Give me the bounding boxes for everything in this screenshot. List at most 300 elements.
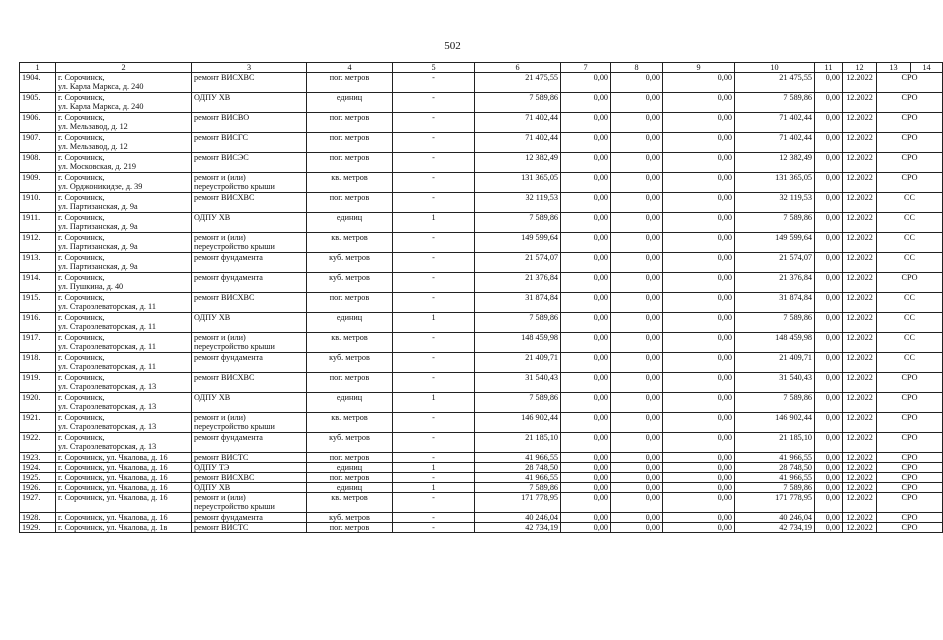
address-cell (56, 113, 192, 133)
value-cell-9: 0,00 (611, 333, 663, 353)
work-type-cell-line: ОДПУ ХВ (194, 93, 231, 102)
cost-cell: 146 902,44 (475, 413, 561, 433)
address-cell (56, 273, 192, 293)
total-cell: 131 365,05 (735, 173, 815, 193)
value-cell-12: 0,00 (815, 133, 843, 153)
unit-cell: пог. метров (307, 523, 393, 533)
table-row (20, 213, 943, 233)
address-cell-line: г. Сорочинск, (58, 293, 105, 302)
cost-cell: 7 589,86 (475, 483, 561, 493)
value-cell-9: 0,00 (611, 293, 663, 313)
quantity-cell: - (393, 153, 475, 173)
address-cell (56, 373, 192, 393)
unit-cell: единиц (307, 213, 393, 233)
quantity-cell: - (393, 513, 475, 523)
period-cell: 12.2022 (843, 193, 877, 213)
table-row (20, 273, 943, 293)
value-cell-10: 0,00 (663, 293, 735, 313)
address-cell-line: ул. Староэлеваторская, д. 13 (58, 382, 157, 391)
address-cell (56, 133, 192, 153)
period-cell: 12.2022 (843, 213, 877, 233)
capital-repair-table (19, 62, 943, 533)
value-cell-9: 0,00 (611, 113, 663, 133)
address-cell (56, 173, 192, 193)
row-number: 1913. (20, 253, 56, 273)
value-cell-9: 0,00 (611, 463, 663, 473)
work-type-cell-line: ремонт ВИСТС (194, 453, 249, 462)
quantity-cell: - (393, 273, 475, 293)
total-cell: 21 376,84 (735, 273, 815, 293)
work-type-cell (192, 493, 307, 513)
work-type-cell (192, 73, 307, 93)
value-cell-12: 0,00 (815, 523, 843, 533)
value-cell-12: 0,00 (815, 173, 843, 193)
row-number: 1925. (20, 473, 56, 483)
period-cell: 12.2022 (843, 373, 877, 393)
work-type-cell-line: ОДПУ ХВ (194, 483, 231, 492)
address-cell-line: ул. Московская, д. 219 (58, 162, 136, 171)
total-cell: 31 540,43 (735, 373, 815, 393)
row-number: 1905. (20, 93, 56, 113)
value-cell-12: 0,00 (815, 113, 843, 133)
value-cell-9: 0,00 (611, 453, 663, 463)
unit-cell: пог. метров (307, 133, 393, 153)
table-row (20, 313, 943, 333)
unit-cell: куб. метров (307, 273, 393, 293)
unit-cell: пог. метров (307, 293, 393, 313)
address-cell-line: г. Сорочинск, (58, 153, 105, 162)
value-cell-12: 0,00 (815, 353, 843, 373)
address-cell-line: ул. Староэлеваторская, д. 11 (58, 342, 156, 351)
period-cell: 12.2022 (843, 463, 877, 473)
row-number: 1921. (20, 413, 56, 433)
value-cell-8: 0,00 (561, 473, 611, 483)
work-type-cell (192, 153, 307, 173)
address-cell (56, 233, 192, 253)
work-type-cell (192, 433, 307, 453)
quantity-cell: 1 (393, 393, 475, 413)
value-cell-9: 0,00 (611, 213, 663, 233)
cost-cell: 71 402,44 (475, 133, 561, 153)
work-type-cell-line: ремонт ВИСГС (194, 133, 248, 142)
address-cell (56, 463, 192, 473)
unit-cell: пог. метров (307, 373, 393, 393)
value-cell-12: 0,00 (815, 393, 843, 413)
address-cell-line: г. Сорочинск, (58, 333, 105, 342)
period-cell: 12.2022 (843, 523, 877, 533)
work-type-cell-line: переустройство крыши (194, 342, 275, 351)
value-cell-12: 0,00 (815, 413, 843, 433)
value-cell-12: 0,00 (815, 153, 843, 173)
address-cell (56, 493, 192, 513)
total-cell: 71 402,44 (735, 113, 815, 133)
cost-cell: 31 540,43 (475, 373, 561, 393)
value-cell-9: 0,00 (611, 353, 663, 373)
cost-cell: 7 589,86 (475, 93, 561, 113)
value-cell-9: 0,00 (611, 173, 663, 193)
work-type-cell (192, 313, 307, 333)
period-cell: 12.2022 (843, 93, 877, 113)
cost-cell: 31 874,84 (475, 293, 561, 313)
address-cell-line: ул. Мельзавод, д. 12 (58, 142, 128, 151)
work-type-cell (192, 523, 307, 533)
value-cell-9: 0,00 (611, 153, 663, 173)
cost-cell: 71 402,44 (475, 113, 561, 133)
table-row (20, 453, 943, 463)
value-cell-9: 0,00 (611, 523, 663, 533)
unit-cell: пог. метров (307, 153, 393, 173)
table-row (20, 353, 943, 373)
table-row (20, 393, 943, 413)
source-cell: СРО (877, 473, 943, 483)
value-cell-12: 0,00 (815, 73, 843, 93)
quantity-cell: 1 (393, 313, 475, 333)
address-cell (56, 433, 192, 453)
quantity-cell: - (393, 113, 475, 133)
address-cell-line: г. Сорочинск, (58, 73, 105, 82)
value-cell-8: 0,00 (561, 513, 611, 523)
row-number: 1915. (20, 293, 56, 313)
period-cell: 12.2022 (843, 473, 877, 483)
cost-cell: 40 246,04 (475, 513, 561, 523)
work-type-cell (192, 353, 307, 373)
value-cell-10: 0,00 (663, 373, 735, 393)
cost-cell: 148 459,98 (475, 333, 561, 353)
value-cell-8: 0,00 (561, 253, 611, 273)
cost-cell: 41 966,55 (475, 473, 561, 483)
work-type-cell-line: переустройство крыши (194, 242, 275, 251)
address-cell (56, 93, 192, 113)
source-cell: СРО (877, 173, 943, 193)
row-number: 1928. (20, 513, 56, 523)
work-type-cell-line: ремонт и (или) (194, 333, 246, 342)
row-number: 1920. (20, 393, 56, 413)
total-cell: 41 966,55 (735, 473, 815, 483)
cost-cell: 21 376,84 (475, 273, 561, 293)
period-cell: 12.2022 (843, 293, 877, 313)
address-cell (56, 453, 192, 463)
address-cell (56, 293, 192, 313)
row-number: 1918. (20, 353, 56, 373)
address-cell-line: г. Сорочинск, (58, 253, 105, 262)
address-cell-line: г. Сорочинск, (58, 393, 105, 402)
source-cell: СРО (877, 153, 943, 173)
value-cell-10: 0,00 (663, 473, 735, 483)
value-cell-8: 0,00 (561, 133, 611, 153)
source-cell: СС (877, 253, 943, 273)
column-number-row (20, 63, 943, 73)
quantity-cell: - (393, 293, 475, 313)
column-number-6: 6 (475, 63, 561, 73)
address-cell (56, 483, 192, 493)
value-cell-10: 0,00 (663, 253, 735, 273)
value-cell-9: 0,00 (611, 193, 663, 213)
table-row (20, 133, 943, 153)
unit-cell: куб. метров (307, 253, 393, 273)
address-cell (56, 353, 192, 373)
period-cell: 12.2022 (843, 233, 877, 253)
unit-cell: кв. метров (307, 493, 393, 513)
address-cell (56, 73, 192, 93)
address-cell (56, 413, 192, 433)
table-row (20, 413, 943, 433)
source-cell: СРО (877, 453, 943, 463)
unit-cell: единиц (307, 313, 393, 333)
table-row (20, 93, 943, 113)
address-cell-line: ул. Староэлеваторская, д. 13 (58, 422, 157, 431)
work-type-cell-line: ремонт ВИСХВС (194, 73, 255, 82)
total-cell: 21 409,71 (735, 353, 815, 373)
period-cell: 12.2022 (843, 253, 877, 273)
page-number: 502 (444, 40, 461, 52)
address-cell-line: г. Сорочинск, ул. Чкалова, д. 16 (58, 453, 168, 462)
quantity-cell: - (393, 193, 475, 213)
period-cell: 12.2022 (843, 493, 877, 513)
value-cell-8: 0,00 (561, 353, 611, 373)
value-cell-8: 0,00 (561, 173, 611, 193)
value-cell-8: 0,00 (561, 113, 611, 133)
work-type-cell (192, 453, 307, 463)
source-cell: СРО (877, 463, 943, 473)
value-cell-12: 0,00 (815, 193, 843, 213)
address-cell-line: г. Сорочинск, ул. Чкалова, д. 16 (58, 473, 168, 482)
column-number-10: 10 (735, 63, 815, 73)
work-type-cell-line: ОДПУ ХВ (194, 313, 231, 322)
value-cell-12: 0,00 (815, 233, 843, 253)
work-type-cell-line: ремонт ВИСХВС (194, 473, 255, 482)
value-cell-10: 0,00 (663, 483, 735, 493)
address-cell-line: г. Сорочинск, (58, 413, 105, 422)
address-cell (56, 513, 192, 523)
row-number: 1924. (20, 463, 56, 473)
value-cell-12: 0,00 (815, 513, 843, 523)
value-cell-10: 0,00 (663, 513, 735, 523)
source-cell: СРО (877, 393, 943, 413)
cost-cell: 28 748,50 (475, 463, 561, 473)
value-cell-9: 0,00 (611, 93, 663, 113)
value-cell-8: 0,00 (561, 453, 611, 463)
source-cell: СРО (877, 73, 943, 93)
value-cell-12: 0,00 (815, 453, 843, 463)
work-type-cell (192, 333, 307, 353)
column-number-8: 8 (611, 63, 663, 73)
work-type-cell-line: ремонт и (или) (194, 493, 246, 502)
value-cell-10: 0,00 (663, 73, 735, 93)
quantity-cell: - (393, 493, 475, 513)
address-cell-line: ул. Мельзавод, д. 12 (58, 122, 128, 131)
address-cell-line: г. Сорочинск, (58, 193, 105, 202)
cost-cell: 21 475,55 (475, 73, 561, 93)
value-cell-8: 0,00 (561, 433, 611, 453)
cost-cell: 171 778,95 (475, 493, 561, 513)
column-number-4: 4 (307, 63, 393, 73)
work-type-cell-line: ОДПУ ХВ (194, 213, 231, 222)
value-cell-10: 0,00 (663, 133, 735, 153)
source-cell: СРО (877, 433, 943, 453)
address-cell-line: г. Сорочинск, (58, 313, 105, 322)
source-cell: СС (877, 193, 943, 213)
work-type-cell-line: переустройство крыши (194, 502, 275, 511)
quantity-cell: - (393, 413, 475, 433)
unit-cell: кв. метров (307, 333, 393, 353)
row-number: 1914. (20, 273, 56, 293)
address-cell-line: ул. Карла Маркса, д. 240 (58, 82, 144, 91)
value-cell-10: 0,00 (663, 153, 735, 173)
total-cell: 31 874,84 (735, 293, 815, 313)
value-cell-12: 0,00 (815, 483, 843, 493)
column-number-14: 14 (911, 63, 943, 73)
period-cell: 12.2022 (843, 353, 877, 373)
value-cell-9: 0,00 (611, 313, 663, 333)
quantity-cell: 1 (393, 463, 475, 473)
work-type-cell-line: переустройство крыши (194, 182, 275, 191)
address-cell-line: г. Сорочинск, (58, 373, 105, 382)
work-type-cell (192, 513, 307, 523)
address-cell-line: г. Сорочинск, ул. Чкалова, д. 16 (58, 513, 168, 522)
value-cell-12: 0,00 (815, 213, 843, 233)
table-row (20, 253, 943, 273)
value-cell-12: 0,00 (815, 93, 843, 113)
address-cell-line: ул. Партизанская, д. 9а (58, 202, 138, 211)
value-cell-8: 0,00 (561, 373, 611, 393)
row-number: 1912. (20, 233, 56, 253)
cost-cell: 131 365,05 (475, 173, 561, 193)
value-cell-10: 0,00 (663, 493, 735, 513)
row-number: 1919. (20, 373, 56, 393)
table-row (20, 153, 943, 173)
value-cell-12: 0,00 (815, 333, 843, 353)
unit-cell: единиц (307, 463, 393, 473)
address-cell-line: ул. Партизанская, д. 9а (58, 242, 138, 251)
value-cell-9: 0,00 (611, 473, 663, 483)
row-number: 1906. (20, 113, 56, 133)
value-cell-10: 0,00 (663, 453, 735, 463)
table-row (20, 173, 943, 193)
value-cell-9: 0,00 (611, 253, 663, 273)
total-cell: 21 574,07 (735, 253, 815, 273)
value-cell-8: 0,00 (561, 313, 611, 333)
unit-cell: кв. метров (307, 173, 393, 193)
value-cell-8: 0,00 (561, 483, 611, 493)
table-row (20, 483, 943, 493)
value-cell-10: 0,00 (663, 233, 735, 253)
value-cell-10: 0,00 (663, 413, 735, 433)
source-cell: СРО (877, 413, 943, 433)
address-cell-line: г. Сорочинск, ул. Чкалова, д. 1в (58, 523, 168, 532)
table-row (20, 463, 943, 473)
source-cell: СРО (877, 493, 943, 513)
unit-cell: куб. метров (307, 433, 393, 453)
total-cell: 71 402,44 (735, 133, 815, 153)
total-cell: 41 966,55 (735, 453, 815, 463)
table-body (20, 63, 943, 533)
work-type-cell (192, 133, 307, 153)
value-cell-12: 0,00 (815, 463, 843, 473)
row-number: 1916. (20, 313, 56, 333)
period-cell: 12.2022 (843, 113, 877, 133)
work-type-cell (192, 113, 307, 133)
value-cell-10: 0,00 (663, 313, 735, 333)
quantity-cell: - (393, 523, 475, 533)
period-cell: 12.2022 (843, 153, 877, 173)
value-cell-9: 0,00 (611, 493, 663, 513)
unit-cell: пог. метров (307, 193, 393, 213)
source-cell: СРО (877, 273, 943, 293)
quantity-cell: - (393, 373, 475, 393)
address-cell-line: г. Сорочинск, (58, 173, 105, 182)
address-cell (56, 473, 192, 483)
column-number-1: 1 (20, 63, 56, 73)
total-cell: 171 778,95 (735, 493, 815, 513)
cost-cell: 21 409,71 (475, 353, 561, 373)
table-row (20, 373, 943, 393)
work-type-cell (192, 473, 307, 483)
value-cell-12: 0,00 (815, 433, 843, 453)
address-cell (56, 213, 192, 233)
value-cell-10: 0,00 (663, 113, 735, 133)
table-row (20, 493, 943, 513)
row-number: 1904. (20, 73, 56, 93)
total-cell: 21 475,55 (735, 73, 815, 93)
value-cell-12: 0,00 (815, 493, 843, 513)
work-type-cell-line: ремонт и (или) (194, 413, 246, 422)
address-cell-line: ул. Староэлеваторская, д. 11 (58, 322, 156, 331)
value-cell-10: 0,00 (663, 353, 735, 373)
address-cell (56, 153, 192, 173)
source-cell: СС (877, 313, 943, 333)
total-cell: 42 734,19 (735, 523, 815, 533)
quantity-cell: 1 (393, 483, 475, 493)
address-cell-line: г. Сорочинск, ул. Чкалова, д. 16 (58, 463, 168, 472)
table-row (20, 233, 943, 253)
total-cell: 7 589,86 (735, 483, 815, 493)
value-cell-9: 0,00 (611, 433, 663, 453)
work-type-cell (192, 173, 307, 193)
source-cell: СС (877, 213, 943, 233)
value-cell-10: 0,00 (663, 273, 735, 293)
work-type-cell (192, 233, 307, 253)
work-type-cell-line: ремонт фундамента (194, 253, 263, 262)
column-number-2: 2 (56, 63, 192, 73)
value-cell-10: 0,00 (663, 433, 735, 453)
address-cell-line: г. Сорочинск, (58, 113, 105, 122)
value-cell-9: 0,00 (611, 273, 663, 293)
period-cell: 12.2022 (843, 173, 877, 193)
period-cell: 12.2022 (843, 413, 877, 433)
table-row (20, 113, 943, 133)
address-cell-line: ул. Орджоникидзе, д. 39 (58, 182, 143, 191)
address-cell (56, 393, 192, 413)
source-cell: СС (877, 233, 943, 253)
cost-cell: 21 185,10 (475, 433, 561, 453)
total-cell: 7 589,86 (735, 213, 815, 233)
source-cell: СРО (877, 483, 943, 493)
total-cell: 7 589,86 (735, 313, 815, 333)
column-number-13: 13 (877, 63, 911, 73)
column-number-11: 11 (815, 63, 843, 73)
value-cell-9: 0,00 (611, 233, 663, 253)
cost-cell: 12 382,49 (475, 153, 561, 173)
work-type-cell-line: переустройство крыши (194, 422, 275, 431)
source-cell: СС (877, 353, 943, 373)
address-cell-line: г. Сорочинск, ул. Чкалова, д. 16 (58, 493, 168, 502)
value-cell-9: 0,00 (611, 373, 663, 393)
work-type-cell (192, 483, 307, 493)
address-cell-line: ул. Староэлеваторская, д. 13 (58, 402, 157, 411)
total-cell: 21 185,10 (735, 433, 815, 453)
period-cell: 12.2022 (843, 393, 877, 413)
source-cell: СС (877, 333, 943, 353)
